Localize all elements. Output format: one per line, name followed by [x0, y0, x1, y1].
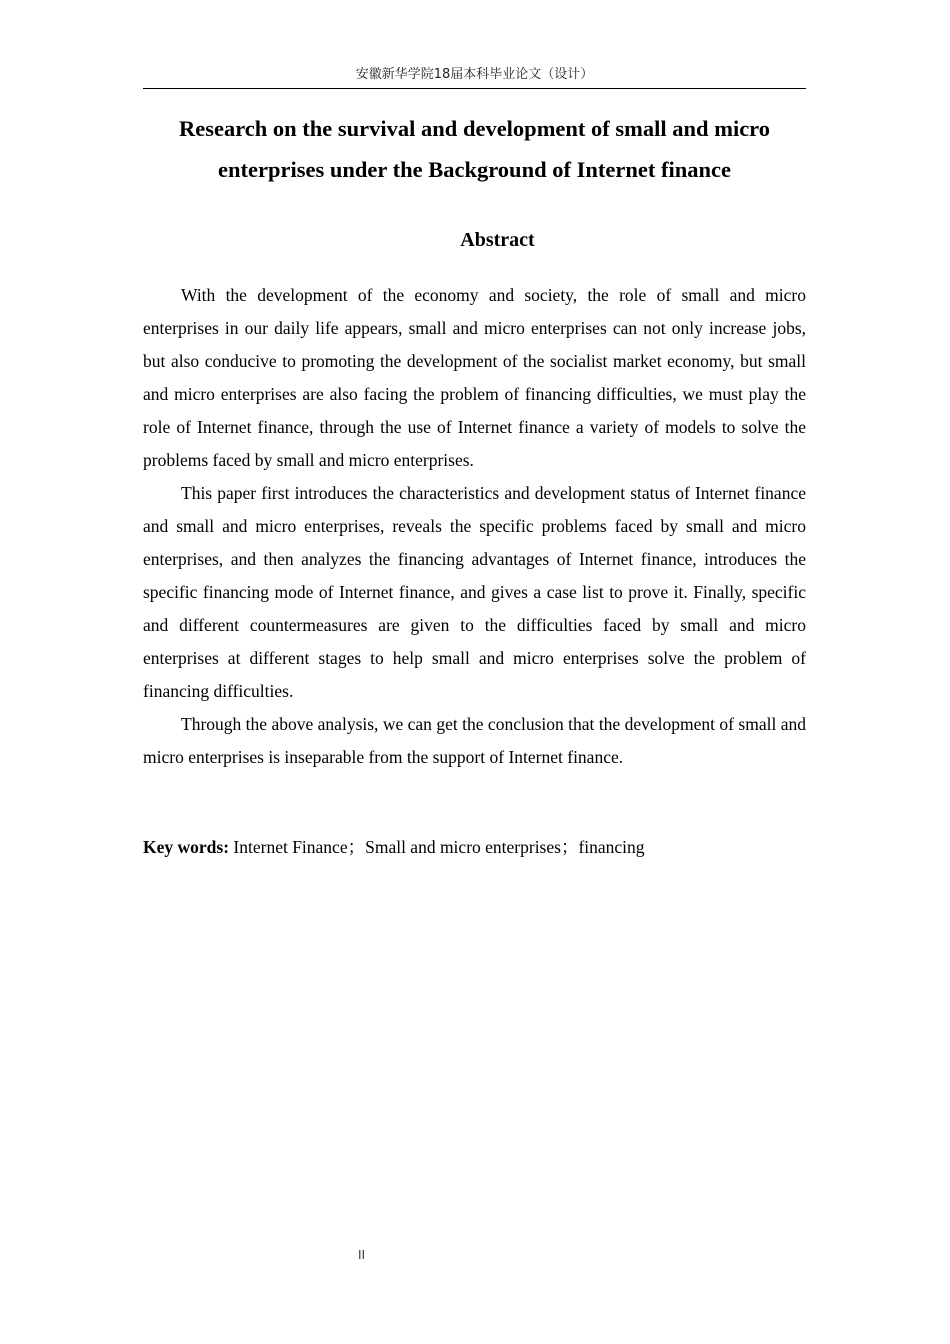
keywords-label: Key words: — [143, 837, 230, 857]
keywords-line — [143, 831, 806, 864]
abstract-paragraph-3: Through the above analysis, we can get the conclusion that the development of small and micro enterprises is inseparable from the support of Internet finance. — [143, 714, 806, 767]
keyword-2: Small and micro enterprises； — [365, 837, 579, 857]
title-line-2: enterprises under the Background of Internet finance — [218, 157, 731, 182]
abstract-paragraph-2: This paper first introduces the characteristics and development status of Internet finance and small and micro enterprises, reveals the specific problems faced by small and micro enterprises, and then analyzes the financing advantages of Internet finance, introduces the specific financing mode of Internet finance, and gives a case list to prove it. Finally, specific and different countermeasures are given to the difficulties faced by small and micro enterprises at different stages to help small and micro enterprises solve the problem of financing difficulties. — [143, 483, 806, 701]
abstract-body — [143, 279, 806, 774]
abstract-paragraph-1: With the development of the economy and society, the role of small and micro enterprises in our daily life appears, small and micro enterprises can not only increase jobs, but also conducive to promoting the development of the socialist market economy, but small and micro enterprises are also facing the problem of financing difficulties, we must play the role of Internet finance, through the use of Internet finance a variety of models to solve the problems faced by small and micro enterprises. — [143, 285, 806, 470]
paper-title — [143, 108, 806, 190]
keyword-1: Internet Finance； — [233, 837, 366, 857]
abstract-heading: Abstract — [460, 229, 535, 251]
title-line-1: Research on the survival and development of small and micro — [178, 116, 771, 141]
header-text: 安徽新华学院18届本科毕业论文（设计） — [355, 67, 594, 82]
page-number: II — [358, 1248, 366, 1262]
page-header — [143, 62, 806, 89]
keyword-3: financing — [578, 837, 645, 857]
